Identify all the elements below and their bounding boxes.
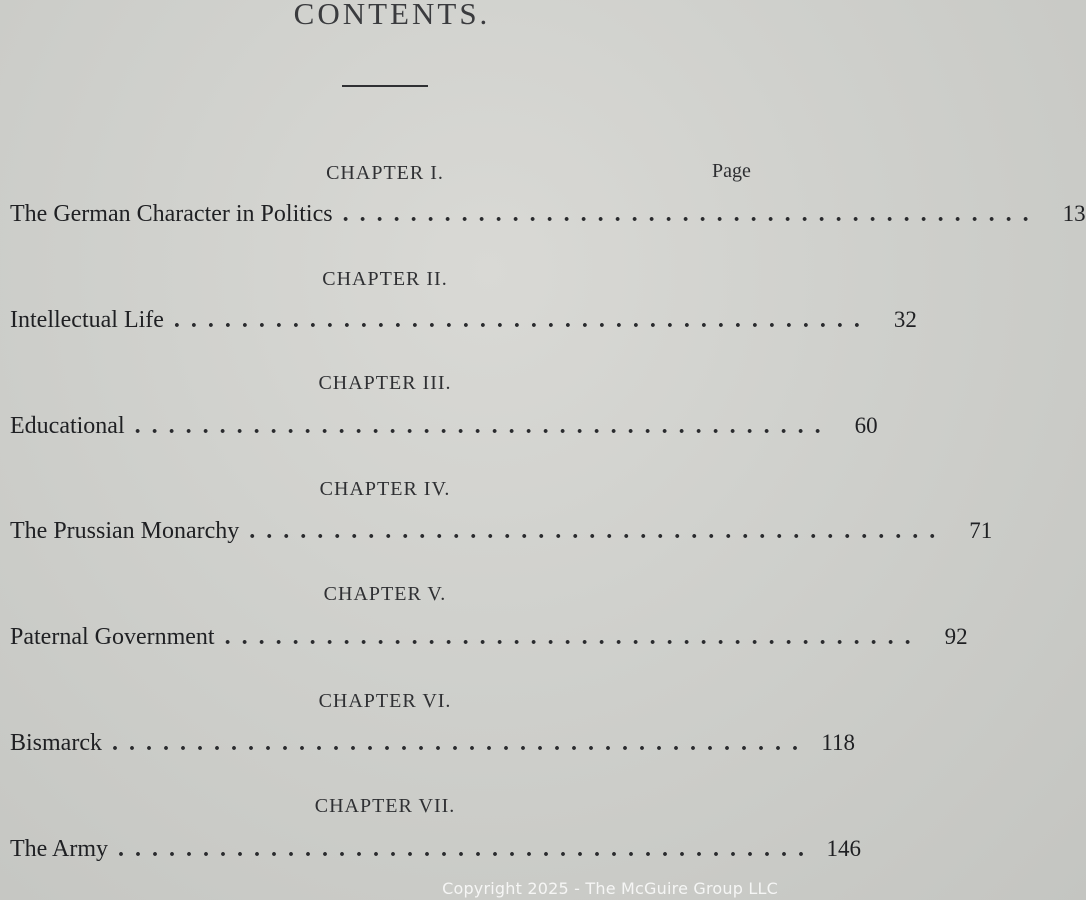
chapter-heading: CHAPTER VI. [318, 690, 452, 712]
chapter-title: The German Character in Politics [10, 201, 333, 227]
page-number: 60 [854, 413, 878, 438]
page-number: 146 [826, 836, 861, 861]
toc-entry[interactable] [10, 307, 917, 341]
page-number: 13 [1062, 201, 1086, 226]
toc-entry[interactable] [10, 413, 878, 447]
dot-leader: ......................................... [342, 201, 1040, 227]
chapter-title: The Prussian Monarchy [10, 518, 240, 544]
page-number: 118 [821, 730, 855, 755]
chapter-title: The Army [10, 836, 108, 862]
chapter-heading: CHAPTER IV. [319, 478, 451, 500]
toc-entry[interactable] [10, 730, 855, 764]
copyright-watermark: Copyright 2025 - The McGuire Group LLC [442, 879, 778, 898]
toc-entry[interactable] [10, 201, 1086, 235]
chapter-heading: CHAPTER II. [322, 268, 448, 290]
toc-entry[interactable] [10, 624, 968, 658]
page-column-label: Page [712, 160, 751, 182]
chapter-title: Bismarck [10, 730, 102, 756]
dot-leader: ......................................... [134, 413, 832, 439]
toc-entry[interactable] [10, 518, 993, 552]
dot-leader: ......................................... [224, 624, 922, 650]
chapter-title: Intellectual Life [10, 307, 164, 333]
contents-title: CONTENTS. [293, 0, 491, 31]
dot-leader: ......................................... [117, 836, 815, 862]
page-number: 32 [893, 307, 917, 332]
page-number: 71 [969, 518, 993, 543]
chapter-heading: CHAPTER V. [323, 583, 447, 605]
page-number: 92 [944, 624, 968, 649]
dot-leader: ......................................... [173, 307, 871, 333]
chapter-heading: CHAPTER I. [326, 162, 444, 184]
chapter-heading: CHAPTER III. [318, 372, 452, 394]
chapter-title: Paternal Government [10, 624, 215, 650]
chapter-heading: CHAPTER VII. [314, 795, 456, 817]
dot-leader: ......................................... [249, 518, 947, 544]
dot-leader: ......................................... [111, 730, 809, 756]
title-rule [342, 85, 428, 87]
toc-entry[interactable] [10, 836, 861, 870]
chapter-title: Educational [10, 413, 125, 439]
